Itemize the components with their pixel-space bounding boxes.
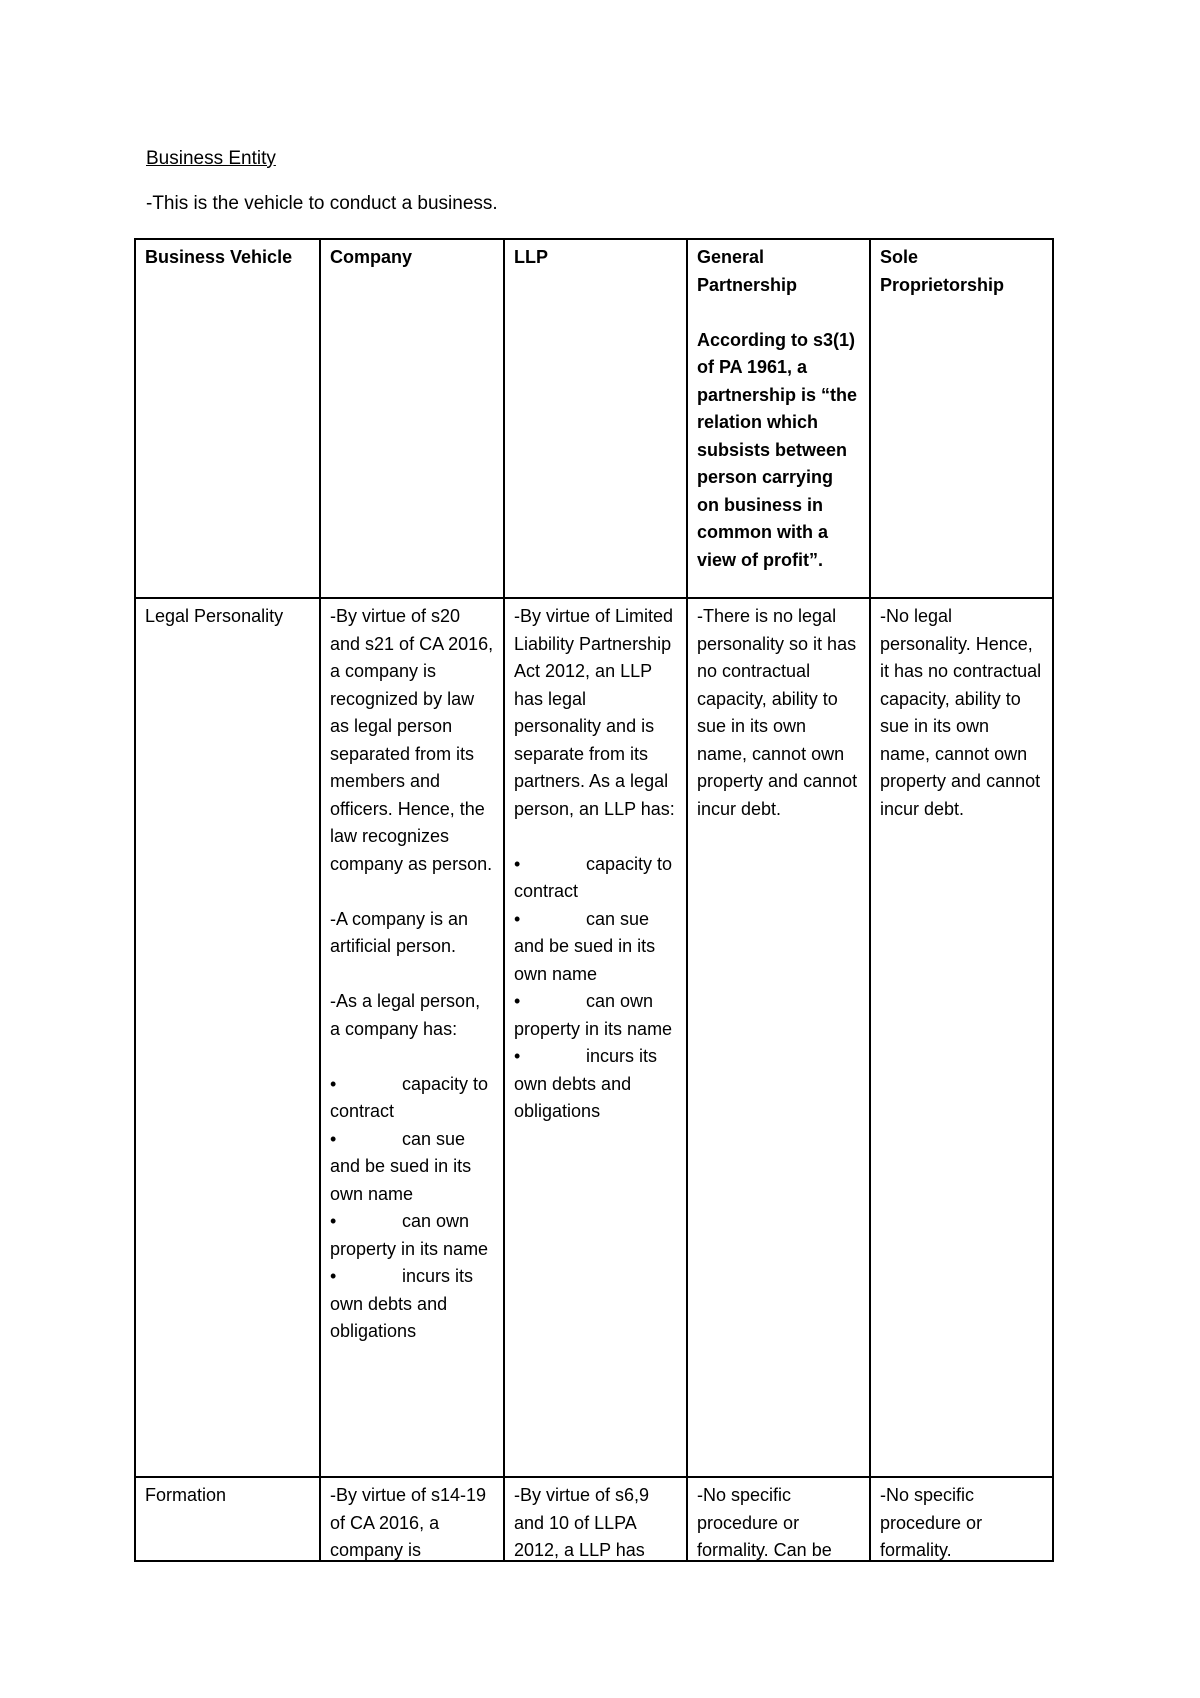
- header-company: Company: [319, 240, 503, 597]
- row-label-legal-personality: Legal Personality: [145, 606, 284, 626]
- company-legal-personality-cell: [319, 599, 503, 1476]
- llp-lp-bullet: • incurs its own debts and obligations: [514, 1043, 677, 1126]
- bullet-icon: •: [514, 853, 521, 874]
- company-lp-paragraph-3: -As a legal person, a company has:: [330, 991, 481, 1039]
- bullet-icon: •: [330, 1073, 337, 1094]
- sp-formation-cell: -No specific procedure or formality.: [869, 1478, 1052, 1560]
- company-lp-paragraph-2: -A company is an artificial person.: [330, 908, 469, 956]
- bullet-icon: •: [330, 1211, 337, 1231]
- bullet-icon: •: [514, 991, 521, 1011]
- llp-formation-cell: -By virtue of s6,9 and 10 of LLPA 2012, a LLP has: [503, 1478, 686, 1560]
- company-lp-paragraph-1: -By virtue of s20 and s21 of CA 2016, a company is recognized by law as legal person separated from its members and officers. Hence, the law recognizes company as person.: [330, 606, 494, 874]
- llp-lp-paragraph-1: -By virtue of Limited Liability Partnership Act 2012, an LLP has legal personality and is separate from its partners. As a legal person, an LLP has:: [514, 606, 675, 819]
- header-general-partnership-cell: [686, 240, 869, 597]
- table-row-legal-personality: [136, 597, 1052, 1476]
- company-lp-bullet: • can sue and be sued in its own name: [330, 1126, 494, 1209]
- table-row-formation: [136, 1476, 1052, 1560]
- company-lp-bullet: • capacity to contract: [330, 1071, 494, 1126]
- sp-legal-personality-cell: -No legal personality. Hence, it has no contractual capacity, ability to sue in its own name, cannot own property and cannot incur debt.: [869, 599, 1052, 1476]
- bullet-icon: •: [514, 1046, 521, 1066]
- bullet-icon: •: [330, 1266, 337, 1286]
- company-formation-cell: -By virtue of s14-19 of CA 2016, a company is: [319, 1478, 503, 1560]
- header-business-vehicle: Business Vehicle: [145, 247, 293, 267]
- bullet-icon: •: [514, 908, 521, 929]
- llp-lp-bullet: • can own property in its name: [514, 988, 677, 1043]
- header-llp: LLP: [503, 240, 686, 597]
- company-lp-bullet: • incurs its own debts and obligations: [330, 1263, 494, 1346]
- llp-lp-bullet: • capacity to contract: [514, 851, 677, 906]
- header-general-partnership: General Partnership: [697, 247, 798, 295]
- comparison-table: [134, 238, 1054, 1562]
- llp-lp-bullet: • can sue and be sued in its own name: [514, 906, 677, 989]
- gp-definition: According to s3(1) of PA 1961, a partnership is “the relation which subsists between person carrying on business in common with a view of profit”.: [697, 329, 858, 570]
- gp-formation-cell: -No specific procedure or formality. Can be: [686, 1478, 869, 1560]
- table-header-row: [136, 240, 1052, 597]
- row-label-formation: Formation: [145, 1485, 227, 1505]
- bullet-icon: •: [330, 1128, 337, 1149]
- header-sole-proprietorship: Sole Proprietorship: [869, 240, 1052, 597]
- gp-legal-personality-cell: -There is no legal personality so it has no contractual capacity, ability to sue in its own name, cannot own property and cannot incur debt.: [686, 599, 869, 1476]
- company-lp-bullet: • can own property in its name: [330, 1208, 494, 1263]
- intro-text: -This is the vehicle to conduct a business.: [146, 193, 498, 214]
- llp-legal-personality-cell: [503, 599, 686, 1476]
- page-title: Business Entity: [146, 148, 276, 169]
